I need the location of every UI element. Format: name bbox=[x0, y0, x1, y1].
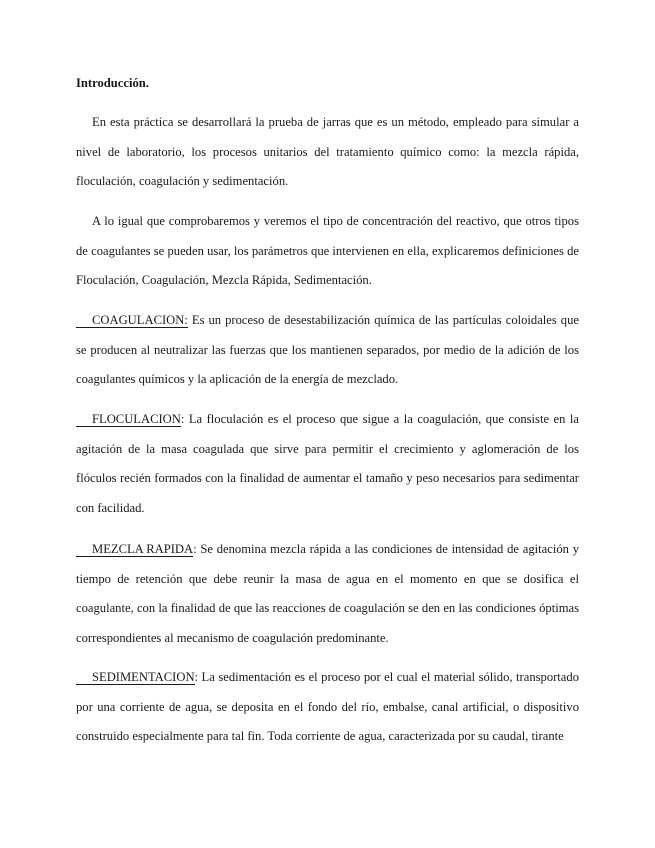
term-floculacion: FLOCULACION bbox=[92, 412, 181, 426]
definition-sedimentacion bbox=[76, 663, 579, 752]
definition-mezcla-rapida-text: : Se denomina mezcla rápida a las condiciones de intensidad de agitación y tiempo de retención que debe reunir la masa de agua en el momento en que se dosifica el coagulante, con la finalidad de que las reacciones de coagulación se den en las condiciones óptimas correspondientes al mecanismo de coagulación predominante. bbox=[76, 542, 579, 645]
term-underline bbox=[76, 313, 188, 328]
definition-floculacion bbox=[76, 405, 579, 523]
definition-coagulacion-text: Es un proceso de desestabilización química de las partículas coloidales que se producen al neutralizar las fuerzas que los mantienen separados, por medio de la adición de los coagulantes químicos y la aplicación de la energía de mezclado. bbox=[76, 313, 579, 387]
term-underline bbox=[76, 412, 181, 427]
definition-sedimentacion-text: : La sedimentación es el proceso por el cual el material sólido, transportado por una corriente de agua, se deposita en el fondo del río, embalse, canal artificial, o dispositivo construido especialmente para tal fin. Toda corriente de agua, caracterizada por su caudal, tirante bbox=[76, 670, 579, 744]
definition-mezcla-rapida bbox=[76, 535, 579, 653]
term-underline bbox=[76, 542, 193, 557]
definition-floculacion-text: : La floculación es el proceso que sigue a la coagulación, que consiste en la agitación de la masa coagulada que sirve para permitir el crecimiento y aglomeración de los flóculos recién formados con la finalidad de aumentar el tamaño y peso necesarios para sedimentar con facilidad. bbox=[76, 412, 579, 515]
intro-paragraph-2: A lo igual que comprobaremos y veremos el tipo de concentración del reactivo, que otros tipos de coagulantes se pueden usar, los parámetros que intervienen en ella, explicaremos definiciones de Floculación, Coagulación, Mezcla Rápida, Sedimentación. bbox=[76, 214, 579, 288]
term-mezcla-rapida: MEZCLA RAPIDA bbox=[92, 542, 194, 556]
intro-paragraph-1: En esta práctica se desarrollará la prueba de jarras que es un método, empleado para simular a nivel de laboratorio, los procesos unitarios del tratamiento químico como: la mezcla rápida, floculación, coagulación y sedimentación. bbox=[76, 115, 579, 189]
section-heading: Introducción. bbox=[76, 76, 149, 90]
term-underline bbox=[76, 670, 195, 685]
term-sedimentacion: SEDIMENTACION bbox=[92, 670, 195, 684]
term-coagulacion: COAGULACION: bbox=[92, 313, 188, 327]
definition-coagulacion bbox=[76, 306, 579, 395]
